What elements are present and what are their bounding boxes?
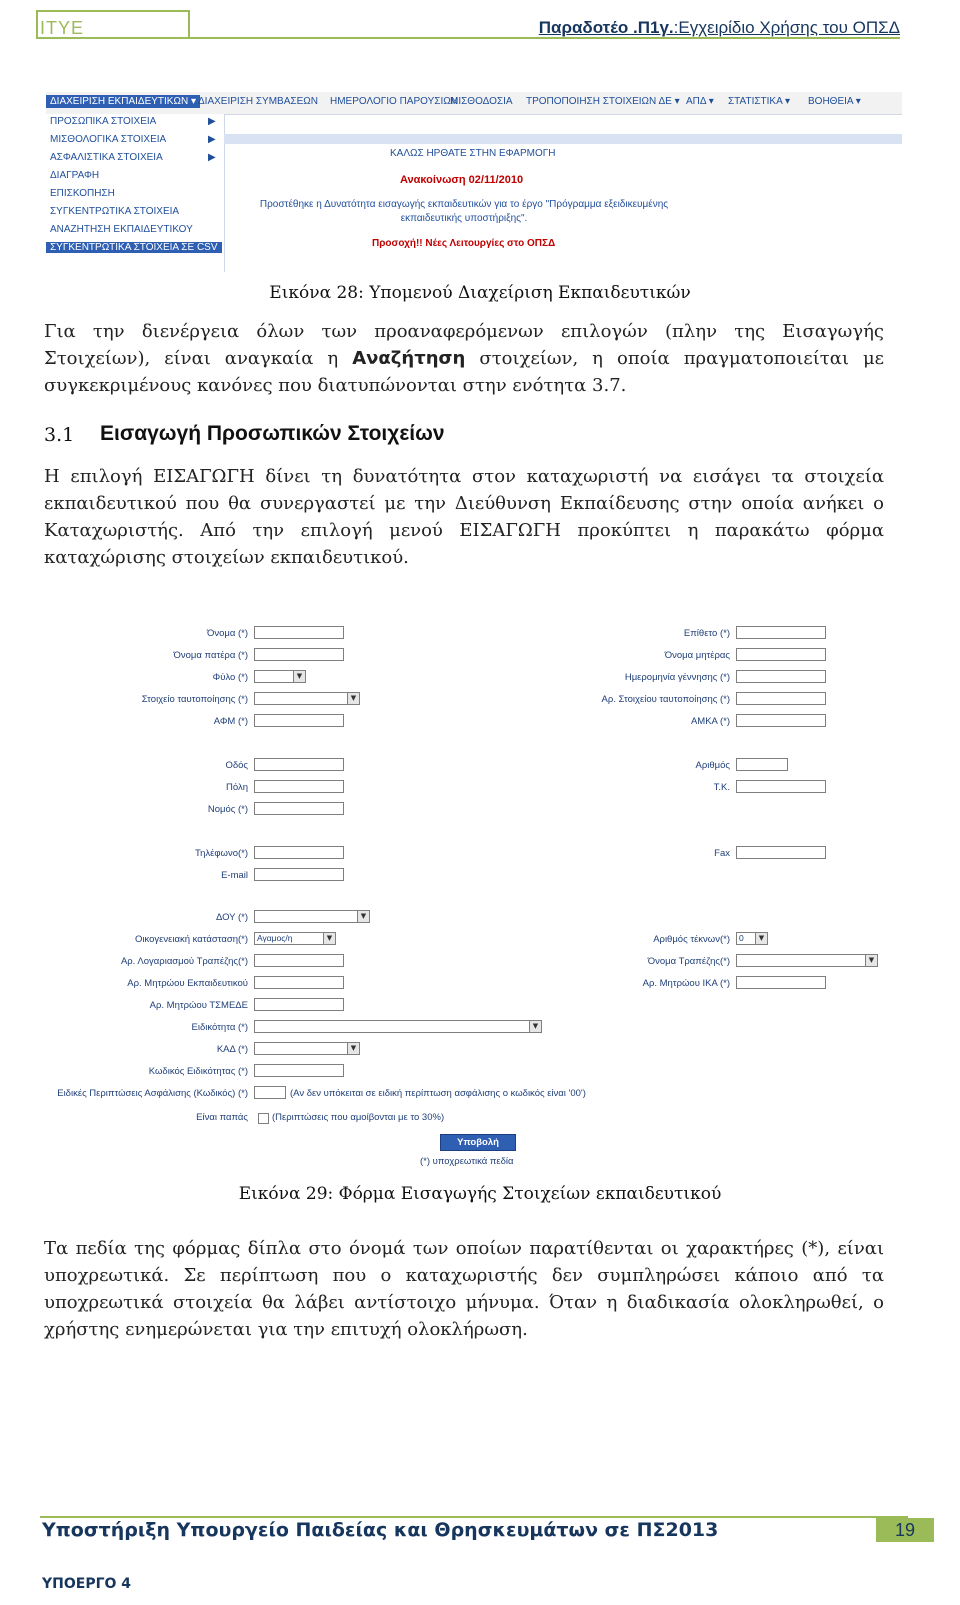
submenu-item-search[interactable]: ΑΝΑΖΗΤΗΣΗ ΕΚΠΑΙΔΕΥΤΙΚΟΥ bbox=[50, 224, 193, 235]
teacher-entry-form bbox=[48, 618, 888, 1178]
tsmede-label: Αρ. Μητρώου ΤΣΜΕΔΕ bbox=[149, 1000, 248, 1011]
special-insurance-note: (Αν δεν υπόκειται σε ειδική περίπτωση ασφάλισης ο κωδικός είναι '00') bbox=[290, 1088, 586, 1099]
specialty-label: Ειδικότητα (*) bbox=[191, 1022, 248, 1033]
submit-button[interactable]: Υποβολή bbox=[440, 1134, 516, 1151]
id-document-label: Στοιχείο ταυτοποίησης (*) bbox=[141, 694, 248, 705]
paragraph-intro-end: στοιχείων, η οποία πραγματοποιείται με συγκεκριμένους κανόνες που διατυπώνονται στην ενότητα 3.7. bbox=[44, 348, 884, 396]
fax-input[interactable] bbox=[736, 846, 826, 859]
gender-label: Φύλο (*) bbox=[212, 672, 248, 683]
fax-label: Fax bbox=[714, 848, 730, 859]
menu-item-modify-data[interactable]: ΤΡΟΠΟΠΟΙΗΣΗ ΣΤΟΙΧΕΙΩΝ ΔΕ ▾ bbox=[526, 96, 680, 107]
first-name-label: Όνομα (*) bbox=[206, 628, 248, 639]
submenu-item-personal[interactable]: ΠΡΟΣΩΠΙΚΑ ΣΤΟΙΧΕΙΑ bbox=[50, 116, 157, 127]
chevron-down-icon: ▼ bbox=[865, 955, 877, 966]
prefecture-input[interactable] bbox=[254, 802, 344, 815]
chevron-down-icon: ▼ bbox=[357, 911, 369, 922]
priest-checkbox[interactable] bbox=[258, 1113, 269, 1124]
chevron-down-icon: ▼ bbox=[755, 933, 767, 944]
mother-name-label: Όνομα μητέρας bbox=[664, 650, 730, 661]
children-count-value: 0 bbox=[739, 933, 744, 943]
kad-label: ΚΑΔ (*) bbox=[216, 1044, 248, 1055]
main-menu-bar bbox=[46, 92, 902, 115]
special-insurance-label: Ειδικές Περιπτώσεις Ασφάλισης (Κωδικός) (*) bbox=[57, 1088, 248, 1099]
chevron-down-icon: ▼ bbox=[347, 693, 359, 704]
page-number: 19 bbox=[876, 1518, 934, 1542]
footer-divider bbox=[40, 1516, 908, 1518]
header-title-bold: Παραδοτέο .Π1γ. bbox=[538, 18, 674, 37]
birth-date-label: Ημερομηνία γέννησης (*) bbox=[624, 672, 730, 683]
phone-label: Τηλέφωνο(*) bbox=[194, 848, 248, 859]
tax-office-label: ΔΟΥ (*) bbox=[215, 912, 248, 923]
figure-29-caption: Εικόνα 29: Φόρμα Εισαγωγής Στοιχείων εκπαιδευτικού bbox=[238, 1184, 722, 1204]
teacher-registry-label: Αρ. Μητρώου Εκπαιδευτικού bbox=[127, 978, 248, 989]
ika-registry-input[interactable] bbox=[736, 976, 826, 989]
marital-status-label: Οικογενειακή κατάσταση(*) bbox=[134, 934, 248, 945]
specialty-code-input[interactable] bbox=[254, 1064, 344, 1077]
paragraph-section: Η επιλογή ΕΙΣΑΓΩΓΗ δίνει τη δυνατότητα στον καταχωριστή να εισάγει τα στοιχεία εκπαιδευτικού που θα συνεργαστεί με την Διεύθυνση Εκπαίδευσης στην οποία ανήκει ο Καταχωριστής. Από την επιλογή μενού ΕΙΣΑΓΩΓΗ προκύπτει η παρακάτω φόρμα καταχώρισης στοιχείων εκπαιδευτικού. bbox=[44, 466, 884, 568]
surname-input[interactable] bbox=[736, 626, 826, 639]
chevron-down-icon: ▼ bbox=[323, 933, 335, 944]
submenu-item-insurance[interactable]: ΑΣΦΑΛΙΣΤΙΚΑ ΣΤΟΙΧΕΙΑ bbox=[50, 152, 163, 163]
street-input[interactable] bbox=[254, 758, 344, 771]
id-number-input[interactable] bbox=[736, 692, 826, 705]
menu-item-teachers[interactable]: ΔΙΑΧΕΙΡΙΣΗ ΕΚΠΑΙΔΕΥΤΙΚΩΝ ▾ bbox=[46, 95, 200, 108]
children-count-label: Αριθμός τέκνων(*) bbox=[653, 934, 730, 945]
paragraph-required-fields: Τα πεδία της φόρμας δίπλα στο όνομά των οποίων παρατίθενται οι χαρακτήρες (*), είναι υποχρεωτικά. Σε περίπτωση που ο καταχωριστής δεν συμπληρώσει κάποιο από τα υποχρεωτικά στοιχεία θα λάβει αντίστοιχο μήνυμα. Όταν η διαδικασία ολοκληρωθεί, ο χρήστης ενημερώνεται για την επιτυχή ολοκλήρωση. bbox=[44, 1238, 884, 1340]
specialty-code-label: Κωδικός Ειδικότητας (*) bbox=[148, 1066, 248, 1077]
ika-registry-label: Αρ. Μητρώου ΙΚΑ (*) bbox=[642, 978, 730, 989]
header-logo: ITYE bbox=[40, 18, 85, 38]
afm-label: ΑΦΜ (*) bbox=[213, 716, 248, 727]
submenu-arrow-icon: ▶ bbox=[208, 152, 216, 163]
chevron-down-icon: ▼ bbox=[293, 671, 305, 682]
figure-28-caption: Εικόνα 28: Υπομενού Διαχείριση Εκπαιδευτικών bbox=[269, 283, 691, 303]
welcome-text: ΚΑΛΩΣ ΗΡΘΑΤΕ ΣΤΗΝ ΕΦΑΡΜΟΓΗ bbox=[390, 148, 556, 159]
bank-name-label: Όνομα Τραπέζης(*) bbox=[647, 956, 730, 967]
specialty-select[interactable] bbox=[254, 1020, 542, 1033]
menu-item-attendance[interactable]: ΗΜΕΡΟΛΟΓΙΟ ΠΑΡΟΥΣΙΩΝ bbox=[330, 96, 458, 107]
teacher-registry-input[interactable] bbox=[254, 976, 344, 989]
footer-subtitle: ΥΠΟΕΡΓΟ 4 bbox=[42, 1576, 132, 1592]
street-number-input[interactable] bbox=[736, 758, 788, 771]
phone-input[interactable] bbox=[254, 846, 344, 859]
city-label: Πόλη bbox=[226, 782, 248, 793]
tax-office-select[interactable] bbox=[254, 910, 370, 923]
priest-note: (Περιπτώσεις που αμοίβονται με το 30%) bbox=[272, 1112, 445, 1123]
amka-input[interactable] bbox=[736, 714, 826, 727]
header-title bbox=[539, 18, 900, 38]
submenu-screenshot bbox=[46, 92, 902, 270]
id-number-label: Αρ. Στοιχείου ταυτοποίησης (*) bbox=[601, 694, 730, 705]
street-number-label: Αριθμός bbox=[695, 760, 730, 771]
first-name-input[interactable] bbox=[254, 626, 344, 639]
surname-label: Επίθετο (*) bbox=[683, 628, 730, 639]
submenu-arrow-icon: ▶ bbox=[208, 116, 216, 127]
attention-link[interactable]: Προσοχή!! Νέες Λειτουργίες στο ΟΠΣΔ bbox=[372, 238, 556, 249]
gender-select[interactable] bbox=[254, 670, 306, 683]
father-name-input[interactable] bbox=[254, 648, 344, 661]
menu-item-payroll[interactable]: ΜΙΣΘΟΔΟΣΙΑ bbox=[450, 96, 513, 107]
priest-label: Είναι παπάς bbox=[196, 1112, 248, 1123]
required-fields-note: (*) υποχρεωτικά πεδία bbox=[420, 1156, 514, 1167]
father-name-label: Όνομα πατέρα (*) bbox=[173, 650, 248, 661]
birth-date-input[interactable] bbox=[736, 670, 826, 683]
postal-code-input[interactable] bbox=[736, 780, 826, 793]
announcement-text: Προστέθηκε η Δυνατότητα εισαγωγής εκπαιδευτικών για το έργο "Πρόγραμμα εξειδικευμένης εκπαιδευτικής υποστήριξης". bbox=[259, 199, 669, 224]
email-input[interactable] bbox=[254, 868, 344, 881]
bank-account-label: Αρ. Λογαριασμού Τραπέζης(*) bbox=[120, 956, 248, 967]
submenu-arrow-icon: ▶ bbox=[208, 134, 216, 145]
amka-label: ΑΜΚΑ (*) bbox=[690, 716, 730, 727]
submenu-item-overview[interactable]: ΕΠΙΣΚΟΠΗΣΗ bbox=[50, 188, 115, 199]
chevron-down-icon: ▼ bbox=[529, 1021, 541, 1032]
paragraph-intro-start: Για την διενέργεια όλων των προαναφερόμενων επιλογών (πλην της Εισαγωγής Στοιχείων), είναι αναγκαία η bbox=[44, 321, 884, 369]
special-insurance-input[interactable] bbox=[254, 1086, 286, 1099]
submenu-item-csv[interactable]: ΣΥΓΚΕΝΤΡΩΤΙΚΑ ΣΤΟΙΧΕΙΑ ΣΕ CSV bbox=[46, 242, 222, 253]
submenu-item-salary[interactable]: ΜΙΣΘΟΛΟΓΙΚΑ ΣΤΟΙΧΕΙΑ bbox=[50, 134, 167, 145]
marital-status-select[interactable] bbox=[254, 932, 336, 945]
id-document-select[interactable] bbox=[254, 692, 360, 705]
paragraph-intro-bold: Αναζήτηση bbox=[352, 348, 466, 369]
section-number: 3.1 bbox=[44, 424, 75, 446]
section-title: Εισαγωγή Προσωπικών Στοιχείων bbox=[100, 422, 445, 445]
children-count-select[interactable] bbox=[736, 932, 768, 945]
marital-status-value: Αγαμος/η bbox=[257, 933, 293, 943]
bank-account-input[interactable] bbox=[254, 954, 344, 967]
kad-select[interactable] bbox=[254, 1042, 360, 1055]
city-input[interactable] bbox=[254, 780, 344, 793]
teachers-submenu bbox=[46, 114, 225, 272]
chevron-down-icon: ▼ bbox=[347, 1043, 359, 1054]
mother-name-input[interactable] bbox=[736, 648, 826, 661]
paragraph-intro bbox=[44, 318, 884, 399]
menu-item-help[interactable]: ΒΟΗΘΕΙΑ ▾ bbox=[808, 96, 861, 107]
header-title-rest: :Εγχειρίδιο Χρήσης του ΟΠΣΔ bbox=[673, 18, 900, 37]
bank-name-select[interactable] bbox=[736, 954, 878, 967]
banner-strip bbox=[224, 134, 902, 144]
submenu-item-delete[interactable]: ΔΙΑΓΡΑΦΗ bbox=[50, 170, 100, 181]
prefecture-label: Νομός (*) bbox=[207, 804, 248, 815]
street-label: Οδός bbox=[225, 760, 248, 771]
postal-code-label: Τ.Κ. bbox=[713, 782, 730, 793]
menu-item-contracts[interactable]: ΔΙΑΧΕΙΡΙΣΗ ΣΥΜΒΑΣΕΩΝ bbox=[198, 96, 318, 107]
announcement-title: Ανακοίνωση 02/11/2010 bbox=[400, 174, 524, 186]
footer-title: Υποστήριξη Υπουργείο Παιδείας και Θρησκευμάτων σε ΠΣ2013 bbox=[42, 1519, 719, 1541]
tsmede-input[interactable] bbox=[254, 998, 344, 1011]
menu-item-apd[interactable]: ΑΠΔ ▾ bbox=[686, 96, 714, 107]
menu-item-statistics[interactable]: ΣΤΑΤΙΣΤΙΚΑ ▾ bbox=[728, 96, 791, 107]
submenu-item-summary[interactable]: ΣΥΓΚΕΝΤΡΩΤΙΚΑ ΣΤΟΙΧΕΙΑ bbox=[50, 206, 180, 217]
email-label: E-mail bbox=[221, 870, 248, 881]
afm-input[interactable] bbox=[254, 714, 344, 727]
